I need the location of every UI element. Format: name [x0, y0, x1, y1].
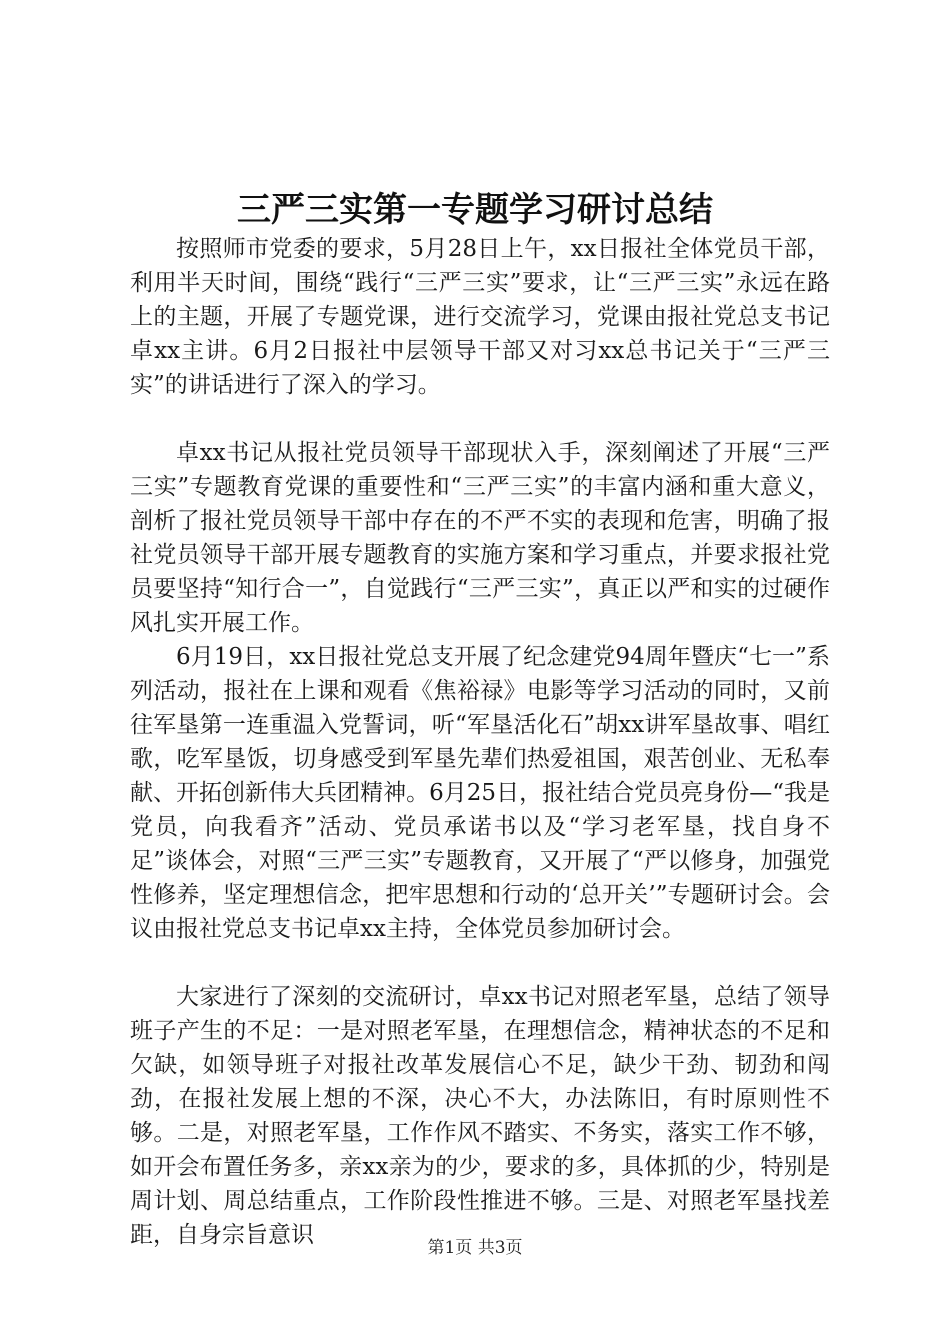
document-body	[130, 232, 830, 1252]
page-footer: 第1页 共3页	[427, 1238, 523, 1258]
document-title: 三严三实第一专题学习研讨总结	[237, 190, 713, 230]
paragraph-3: 6月19日，xx日报社党总支开展了纪念建党94周年暨庆“七一”系列活动，报社在上课和观看《焦裕禄》电影等学习活动的同时，又前往军垦第一连重温入党誓词，听“军垦活化石”胡xx讲军垦故事、唱红歌，吃军垦饭，切身感受到军垦先辈们热爱祖国，艰苦创业、无私奉献、开拓创新伟大兵团精神。6月25日，报社结合党员亮身份—“我是党员，向我看齐”活动、党员承诺书以及“学习老军垦，找自身不足”谈体会，对照“三严三实”专题教育，又开展了“严以修身，加强党性修养，坚定理想信念，把牢思想和行动的‘总开关’”专题研讨会。会议由报社党总支书记卓xx主持，全体党员参加研讨会。	[130, 644, 830, 942]
paragraph-4: 大家进行了深刻的交流研讨，卓xx书记对照老军垦，总结了领导班子产生的不足：一是对照老军垦，在理想信念，精神状态的不足和欠缺，如领导班子对报社改革发展信心不足，缺少干劲、韧劲和闯劲，在报社发展上想的不深，决心不大，办法陈旧，有时原则性不够。二是，对照老军垦，工作作风不踏实、不务实，落实工作不够，如开会布置任务多，亲xx亲为的少，要求的多，具体抓的少，特别是周计划、周总结重点，工作阶段性推进不够。三是、对照老军垦找差距，自身宗旨意识	[130, 984, 830, 1248]
paragraph-2: 卓xx书记从报社党员领导干部现状入手，深刻阐述了开展“三严三实”专题教育党课的重要性和“三严三实”的丰富内涵和重大意义，剖析了报社党员领导干部中存在的不严不实的表现和危害，明确了报社党员领导干部开展专题教育的实施方案和学习重点，并要求报社党员要坚持“知行合一”，自觉践行“三严三实”，真正以严和实的过硬作风扎实开展工作。	[130, 440, 830, 636]
paragraph-1: 按照师市党委的要求，5月28日上午，xx日报社全体党员干部，利用半天时间，围绕“践行“三严三实”要求，让“三严三实”永远在路上的主题，开展了专题党课，进行交流学习，党课由报社党总支书记卓xx主讲。6月2日报社中层领导干部又对习xx总书记关于“三严三实”的讲话进行了深入的学习。	[130, 236, 830, 398]
